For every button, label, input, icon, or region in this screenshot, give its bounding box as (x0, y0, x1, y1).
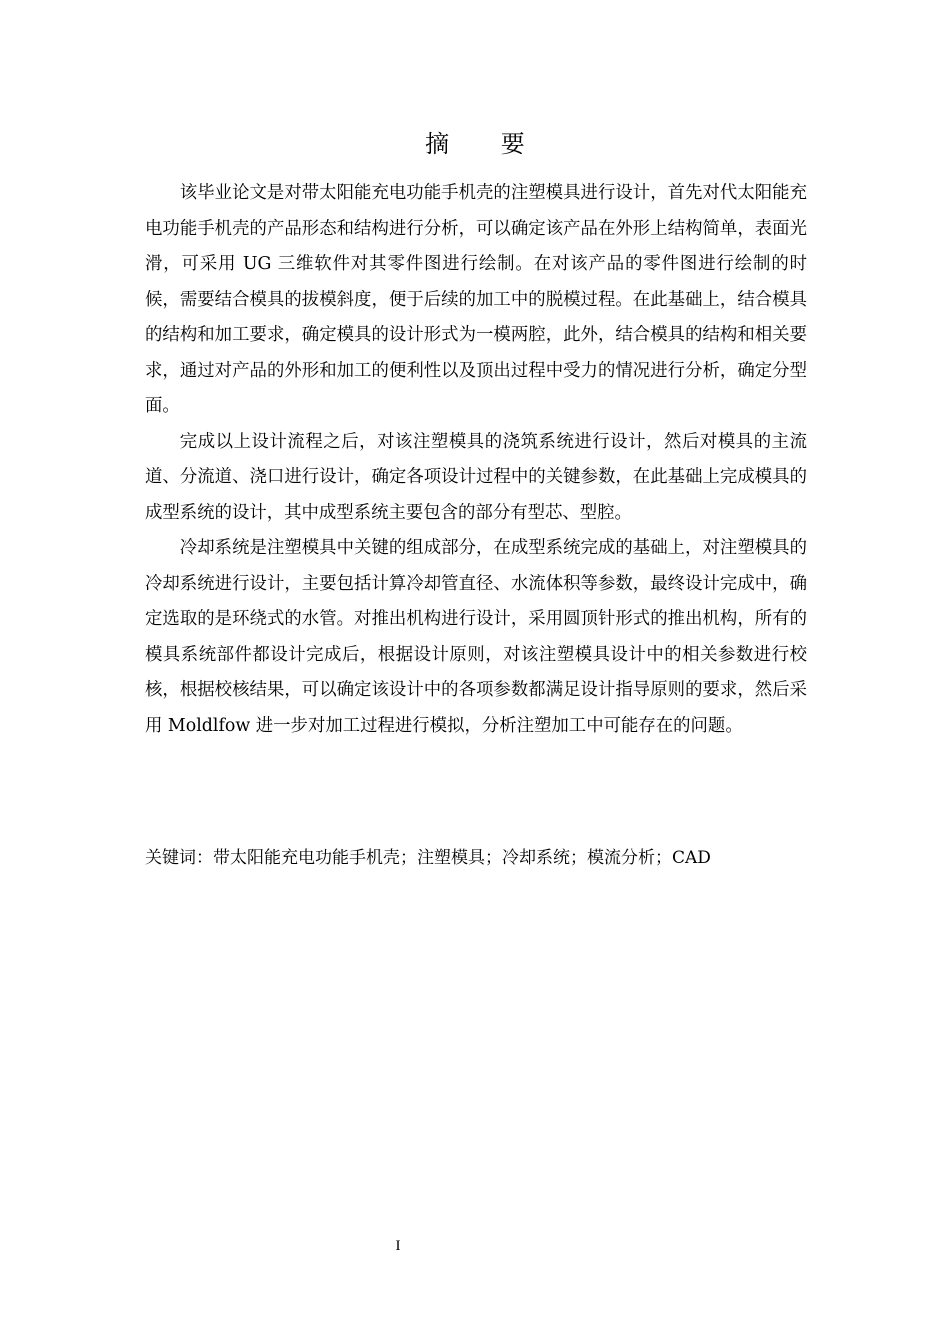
keywords-line (145, 843, 807, 873)
keywords-label: 关键词： (145, 848, 213, 868)
abstract-paragraph-3: 冷却系统是注塑模具中关键的组成部分，在成型系统完成的基础上，对注塑模具的冷却系统进行设计，主要包括计算冷却管直径、水流体积等参数，最终设计完成中，确定选取的是环绕式的水管。对推出机构进行设计，采用圆顶针形式的推出机构，所有的模具系统部件都设计完成后，根据设计原则，对该注塑模具设计中的相关参数进行校核，根据校核结果，可以确定该设计中的各项参数都满足设计指导原则的要求，然后采用 Moldlfow 进一步对加工过程进行模拟，分析注塑加工中可能存在的问题。 (145, 538, 807, 736)
abstract-paragraph-1: 该毕业论文是对带太阳能充电功能手机壳的注塑模具进行设计，首先对代太阳能充电功能手机壳的产品形态和结构进行分析，可以确定该产品在外形上结构简单，表面光滑，可采用 UG 三维软件对其零件图进行绘制。在对该产品的零件图进行绘制的时候，需要结合模具的拔模斜度，便于后续的加工中的脱模过程。在此基础上，结合模具的结构和加工要求，确定模具的设计形式为一模两腔，此外，结合模具的结构和相关要求，通过对产品的外形和加工的便利性以及顶出过程中受力的情况进行分析，确定分型面。 (145, 183, 807, 416)
abstract-title: 摘 要 (425, 130, 547, 158)
abstract-paragraph-2: 完成以上设计流程之后，对该注塑模具的浇筑系统进行设计，然后对模具的主流道、分流道、浇口进行设计，确定各项设计过程中的关键参数，在此基础上完成模具的成型系统的设计，其中成型系统主要包含的部分有型芯、型腔。 (145, 431, 807, 523)
abstract-body (145, 176, 807, 744)
page-number: I (395, 1238, 401, 1254)
keywords-text: 带太阳能充电功能手机壳；注塑模具；冷却系统；模流分析；CAD (213, 848, 711, 868)
